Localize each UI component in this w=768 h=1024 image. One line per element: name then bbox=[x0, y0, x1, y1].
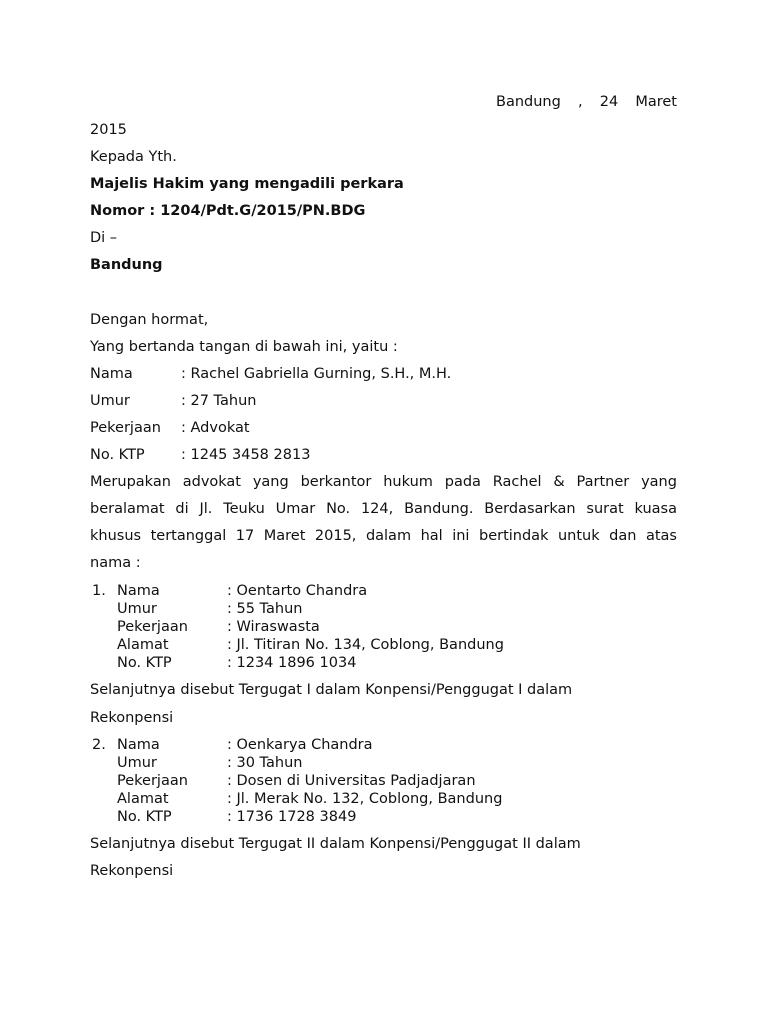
date-year: 2015 bbox=[90, 122, 127, 138]
party-1-note: Selanjutnya disebut Tergugat I dalam Konpensi/Penggugat I dalam bbox=[90, 682, 573, 698]
signer-ktp-row bbox=[90, 446, 310, 464]
word: 17 bbox=[235, 528, 255, 544]
word: pada bbox=[444, 474, 481, 490]
word: 2015, bbox=[314, 528, 357, 544]
party-2-list bbox=[92, 736, 502, 826]
field-value: : Jl. Titiran No. 134, Coblong, Bandung bbox=[227, 637, 504, 653]
word: Merupakan bbox=[90, 474, 171, 490]
recipient-di: Di – bbox=[90, 230, 118, 246]
word: 124, bbox=[360, 501, 394, 517]
word: tertanggal bbox=[150, 528, 227, 544]
field-value: : Wiraswasta bbox=[227, 619, 320, 635]
field-value: : Dosen di Universitas Padjadjaran bbox=[227, 773, 476, 789]
word: ini bbox=[452, 528, 470, 544]
signer-label: No. KTP bbox=[90, 447, 145, 463]
word: hal bbox=[420, 528, 443, 544]
greeting: Dengan hormat, bbox=[90, 312, 209, 328]
date-day: 24 bbox=[599, 94, 619, 110]
signer-age-row bbox=[90, 392, 256, 410]
signer-name-row bbox=[90, 365, 451, 383]
signer-value: : Rachel Gabriella Gurning, S.H., M.H. bbox=[181, 366, 452, 382]
word: atas bbox=[645, 528, 677, 544]
word: Bandung. bbox=[404, 501, 474, 517]
list-number: 1. bbox=[92, 583, 106, 599]
recipient-court: Majelis Hakim yang mengadili perkara bbox=[90, 176, 404, 192]
word: surat bbox=[586, 501, 624, 517]
intro-line: Yang bertanda tangan di bawah ini, yaitu : bbox=[90, 339, 398, 355]
field-value: : 30 Tahun bbox=[227, 755, 303, 771]
body-paragraph bbox=[90, 473, 677, 581]
word: beralamat bbox=[90, 501, 165, 517]
date-comma: , bbox=[577, 94, 583, 110]
recipient-city: Bandung bbox=[90, 257, 163, 273]
word: No. bbox=[326, 501, 351, 517]
party-field-row bbox=[92, 636, 504, 654]
word: khusus bbox=[90, 528, 142, 544]
field-label: Pekerjaan bbox=[117, 619, 188, 635]
word: dan bbox=[609, 528, 637, 544]
signer-label: Umur bbox=[90, 393, 130, 409]
word: & bbox=[553, 474, 565, 490]
party-field-row bbox=[92, 808, 502, 826]
signer-label: Pekerjaan bbox=[90, 420, 161, 436]
party-1-list bbox=[92, 582, 504, 672]
party-field-row bbox=[92, 618, 504, 636]
case-number: Nomor : 1204/Pdt.G/2015/PN.BDG bbox=[90, 203, 366, 219]
word: yang bbox=[252, 474, 289, 490]
word: dalam bbox=[365, 528, 412, 544]
party-1-note-cont: Rekonpensi bbox=[90, 710, 174, 726]
word: di bbox=[175, 501, 189, 517]
party-field-row bbox=[92, 736, 502, 754]
date-month: Maret bbox=[635, 94, 677, 110]
field-label: Alamat bbox=[117, 791, 169, 807]
date-city: Bandung bbox=[496, 94, 561, 110]
body-line-3 bbox=[90, 527, 677, 554]
word: Umar bbox=[275, 501, 316, 517]
party-field-row bbox=[92, 654, 504, 672]
field-label: Umur bbox=[117, 755, 157, 771]
word: yang bbox=[641, 474, 677, 490]
field-value: : Oenkarya Chandra bbox=[227, 737, 373, 753]
word: berkantor bbox=[300, 474, 372, 490]
word: Partner bbox=[576, 474, 630, 490]
field-value: : Jl. Merak No. 132, Coblong, Bandung bbox=[227, 791, 503, 807]
field-value: : 1736 1728 3849 bbox=[227, 809, 357, 825]
word: Maret bbox=[263, 528, 306, 544]
field-label: Pekerjaan bbox=[117, 773, 188, 789]
field-label: Umur bbox=[117, 601, 157, 617]
party-field-row bbox=[92, 772, 502, 790]
word: advokat bbox=[182, 474, 241, 490]
body-line-2 bbox=[90, 500, 677, 527]
word: untuk bbox=[557, 528, 600, 544]
signer-label: Nama bbox=[90, 366, 133, 382]
date-line bbox=[496, 93, 677, 111]
word: nama : bbox=[90, 555, 141, 571]
recipient-salutation: Kepada Yth. bbox=[90, 149, 177, 165]
word: Jl. bbox=[199, 501, 213, 517]
field-label: No. KTP bbox=[117, 809, 172, 825]
party-field-row bbox=[92, 754, 502, 772]
field-value: : 1234 1896 1034 bbox=[227, 655, 357, 671]
party-field-row bbox=[92, 790, 502, 808]
signer-job-row bbox=[90, 419, 250, 437]
party-field-row bbox=[92, 582, 504, 600]
word: Berdasarkan bbox=[484, 501, 576, 517]
party-field-row bbox=[92, 600, 504, 618]
word: Rachel bbox=[492, 474, 542, 490]
signer-value: : Advokat bbox=[181, 420, 250, 436]
list-number: 2. bbox=[92, 737, 106, 753]
field-label: Nama bbox=[117, 583, 160, 599]
body-line-4 bbox=[90, 554, 677, 581]
field-label: Nama bbox=[117, 737, 160, 753]
body-line-1 bbox=[90, 473, 677, 500]
word: Teuku bbox=[223, 501, 265, 517]
field-label: Alamat bbox=[117, 637, 169, 653]
word: hukum bbox=[383, 474, 433, 490]
field-label: No. KTP bbox=[117, 655, 172, 671]
party-2-note: Selanjutnya disebut Tergugat II dalam Konpensi/Penggugat II dalam bbox=[90, 836, 581, 852]
word: kuasa bbox=[634, 501, 677, 517]
field-value: : 55 Tahun bbox=[227, 601, 303, 617]
word: bertindak bbox=[478, 528, 549, 544]
signer-value: : 1245 3458 2813 bbox=[181, 447, 311, 463]
field-value: : Oentarto Chandra bbox=[227, 583, 368, 599]
signer-value: : 27 Tahun bbox=[181, 393, 257, 409]
party-2-note-cont: Rekonpensi bbox=[90, 863, 174, 879]
